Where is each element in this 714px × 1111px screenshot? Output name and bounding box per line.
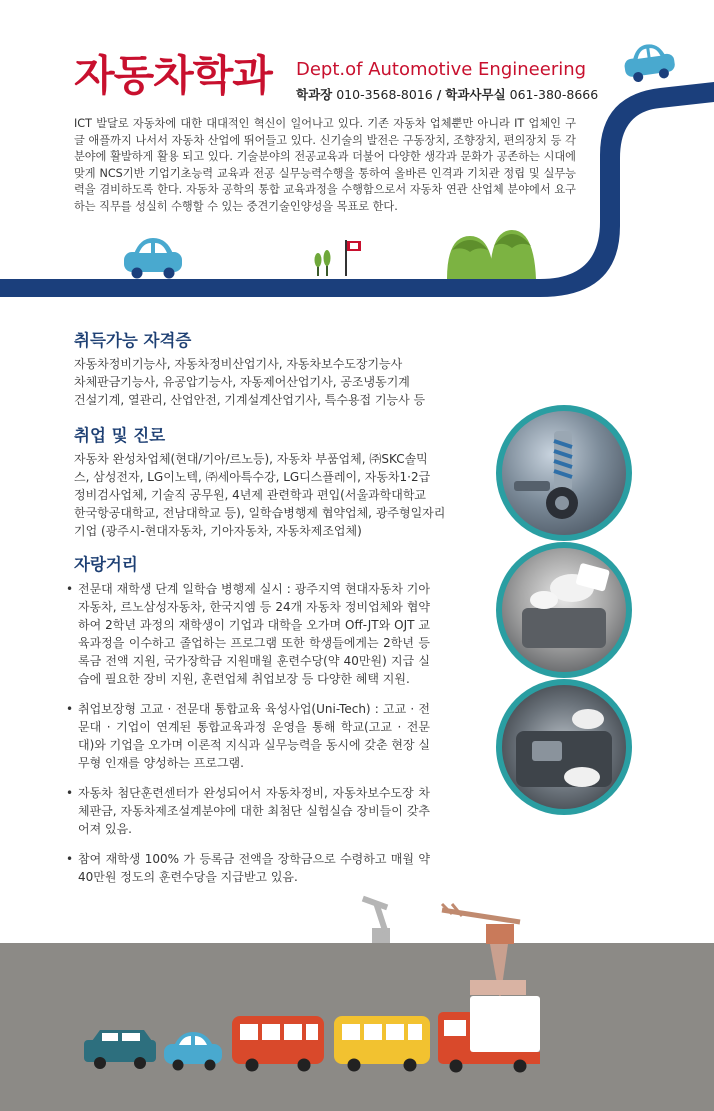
certs-line: 차체판금기능사, 유공압기능사, 자동제어산업기사, 공조냉동기계 — [74, 375, 410, 389]
page-subtitle-en: Dept.of Automotive Engineering — [296, 59, 587, 80]
engine-inspection-photo — [496, 542, 632, 678]
list-item: • 참여 재학생 100% 가 등록금 전액을 장학금으로 수령하고 매월 약 40만원 정도의 훈련수당을 지급받고 있음. — [66, 850, 430, 886]
certs-list — [74, 355, 474, 409]
school-building-icon — [345, 240, 361, 276]
page-title: 자동차학과 — [74, 51, 272, 100]
car-icon — [622, 41, 677, 84]
certs-heading: 취득가능 자격증 — [74, 331, 192, 350]
careers-line: 자동차 완성차업체(현대/기아/르노등), 자동차 부품업체, ㈜SKC솔믹 — [74, 452, 428, 466]
list-item: • 취업보장형 고교 · 전문대 통합교육 육성사업(Uni-Tech) : 고교 · 전문대 · 기업이 연계된 통합교육과정 운영을 통해 학교(고교 · 전문대)와 기업을 오가며 이론적 지식과 실무능력을 동시에 갖춘 현장 실무형 인재를 양성하는 프로그램. — [66, 700, 430, 772]
tree-icon — [315, 250, 331, 276]
car-suspension-photo — [496, 405, 632, 541]
careers-line: 스, 삼성전자, LG이노텍, ㈜세아특수강, LG디스플레이, 자동차1·2급 — [74, 470, 431, 484]
pride-list — [66, 580, 430, 898]
careers-line: 정비검사업체, 기술직 공무원, 4년제 관련학과 편입(서울과학대학교 — [74, 488, 427, 502]
list-item: • 자동차 첨단훈련센터가 완성되어서 자동차정비, 자동차보수도장 차체판금, 자동차제조설계분야에 대한 최첨단 실험실습 장비들이 갖추어져 있음. — [66, 784, 430, 838]
careers-list — [74, 450, 474, 540]
bottom-illustration — [0, 880, 714, 1111]
bus-icon — [232, 1016, 324, 1072]
robot-arm-icon — [362, 896, 390, 943]
careers-line: 한국항공대학교, 전남대학교 등), 일학습병행제 협약업체, 광주형일자리 — [74, 506, 446, 520]
certs-line: 자동차정비기능사, 자동차정비산업기사, 자동차보수도장기능사 — [74, 357, 403, 371]
office-label: 학과사무실 — [445, 87, 506, 102]
certs-line: 건설기계, 열관리, 산업안전, 기계설계산업기사, 특수용접 기능사 등 — [74, 393, 426, 407]
engine-repair-photo — [496, 679, 632, 815]
head-phone: 010-3568-8016 — [336, 87, 433, 102]
office-phone: 061-380-8666 — [509, 87, 599, 102]
bus-icon — [334, 1016, 430, 1072]
contact-line — [296, 86, 598, 104]
pride-heading: 자랑거리 — [74, 555, 138, 574]
hill-icon — [447, 230, 536, 279]
car-icon — [124, 238, 182, 279]
intro-paragraph: ICT 발달로 자동차에 대한 대대적인 혁신이 일어나고 있다. 기존 자동차 업체뿐만 아니라 IT 업체인 구글 애플까지 나서서 자동차 산업에 뛰어들고 있다. 신기술의 발전은 구동장치, 조향장치, 편의장치 등 각 분야에 활발하게 활용 되고 있다. 기술분야의 전공교육과 더불어 다양한 생각과 문화가 공존하는 시대에 맞게 NCS기반 기업기초능력 교육과 전공 실무능력수행을 통하여 올바른 인격과 기치관 정립 및 실무능력을 겸비하도록 한다. 자동차 공학의 통합 교육과정을 수행함으로서 자동차 연관 산업체 분야에서 요구하는 직무를 성실히 수행할 수 있는 중견기술인양성을 목표로 한다. — [74, 117, 576, 213]
contact-separator: / — [436, 87, 442, 102]
list-item: • 전문대 재학생 단계 일학습 병행제 실시 : 광주지역 현대자동차 기아자동차, 르노삼성자동차, 한국지엠 등 24개 자동차 정비업체와 협약하여 2학년 과정의 재학생이 기업과 대학을 오가며 Off-JT와 OJT 교육과정을 이수하고 졸업하는 프로그램 또한 학생들에게는 2학년 등록금 전액 지원, 국가장학금 지원매월 훈련수당(약 40만원) 지급 실습에 필요한 장비 지원, 훈련업체 취업보장 등 다양한 혜택 지원. — [66, 580, 430, 688]
head-label: 학과장 — [296, 87, 333, 102]
careers-line: 기업 (광주시-현대자동차, 기아자동차, 자동차제조업체) — [74, 524, 362, 538]
careers-heading: 취업 및 진로 — [74, 426, 166, 445]
